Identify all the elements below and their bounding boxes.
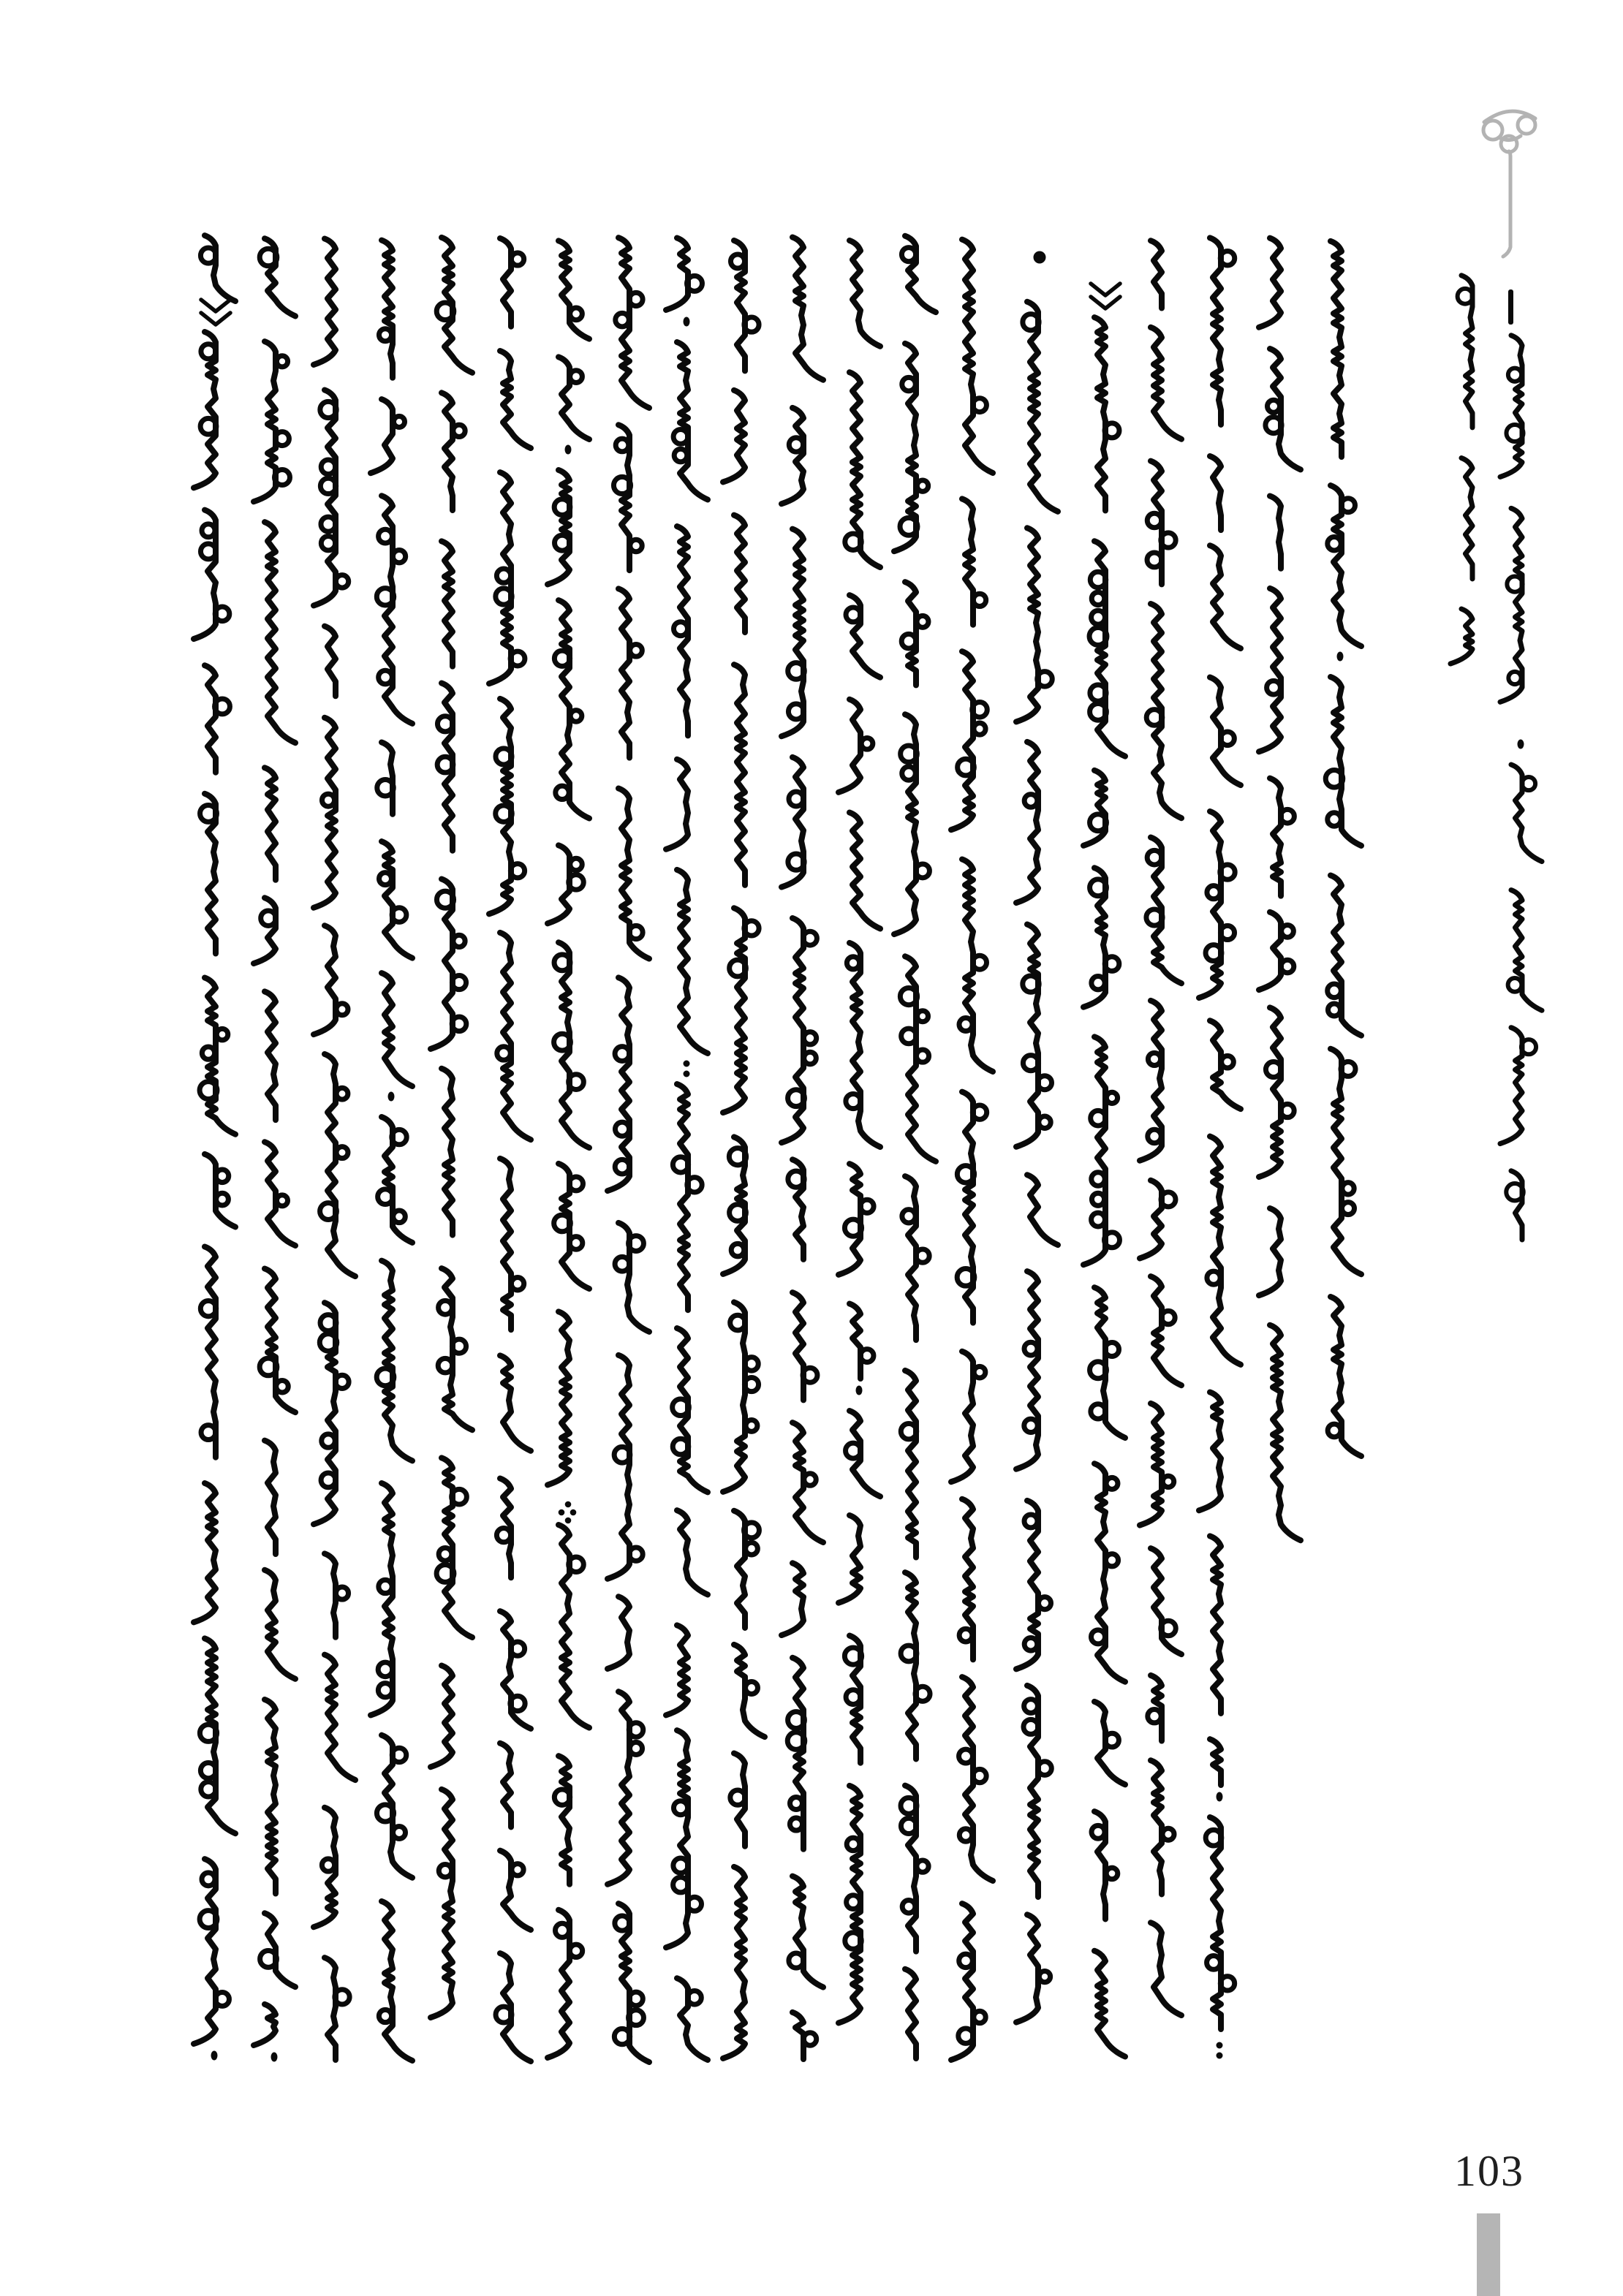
mongolian-text-column bbox=[489, 238, 531, 2061]
mongolian-text-column bbox=[608, 238, 649, 2062]
mongolian-text-column bbox=[1199, 238, 1241, 2058]
page-edge-index-bar bbox=[1477, 2213, 1500, 2296]
running-head-column bbox=[1500, 336, 1542, 1240]
mongolian-fullstop-mark bbox=[1217, 2042, 1223, 2059]
mongolian-text-column bbox=[371, 240, 412, 2061]
guillemet-open-mark bbox=[201, 300, 230, 325]
ornament-flourish-icon bbox=[1483, 111, 1535, 257]
running-head-dash bbox=[1508, 289, 1513, 325]
text-body bbox=[194, 235, 1361, 2062]
mongolian-comma-mark bbox=[565, 445, 572, 455]
mongolian-text-column bbox=[666, 238, 708, 2060]
mongolian-text-column bbox=[894, 236, 936, 2058]
mongolian-comma-mark bbox=[1337, 652, 1344, 662]
mongolian-comma-mark bbox=[271, 2053, 278, 2062]
mongolian-text-column bbox=[1140, 240, 1181, 2015]
mongolian-fullstop-mark bbox=[684, 1061, 690, 1077]
running-head bbox=[1450, 276, 1542, 1240]
mongolian-text-column bbox=[1325, 241, 1361, 1456]
mongolian-text-column bbox=[1083, 284, 1125, 2056]
mongolian-comma-mark bbox=[388, 1092, 395, 1102]
mongolian-text-column bbox=[548, 240, 589, 2058]
bullet-mark bbox=[1034, 251, 1046, 264]
mongolian-text-column bbox=[314, 239, 355, 2060]
mongolian-comma-mark bbox=[1217, 1792, 1223, 1802]
mongolian-text-column bbox=[782, 237, 823, 2059]
mongolian-text-column bbox=[194, 235, 235, 2060]
mongolian-text-column bbox=[723, 240, 765, 2058]
mongolian-text-column bbox=[254, 238, 295, 2061]
ornament-rule bbox=[1503, 156, 1510, 257]
mongolian-text-column bbox=[1016, 251, 1058, 2023]
mongolian-fourdot-mark bbox=[559, 1501, 577, 1524]
mongolian-comma-mark bbox=[684, 317, 690, 327]
running-head-column bbox=[1450, 276, 1472, 664]
page-number: 103 bbox=[1454, 2147, 1524, 2195]
mongolian-text-column bbox=[951, 240, 993, 2060]
guillemet-open-mark bbox=[1091, 284, 1120, 308]
mongolian-text-column bbox=[1259, 238, 1301, 1541]
mongolian-comma-mark bbox=[211, 2051, 218, 2061]
mongolian-comma-mark bbox=[1518, 740, 1524, 749]
mongolian-text-column bbox=[839, 240, 880, 2023]
mongolian-comma-mark bbox=[856, 1386, 863, 1395]
mongolian-text-column bbox=[431, 238, 472, 2017]
